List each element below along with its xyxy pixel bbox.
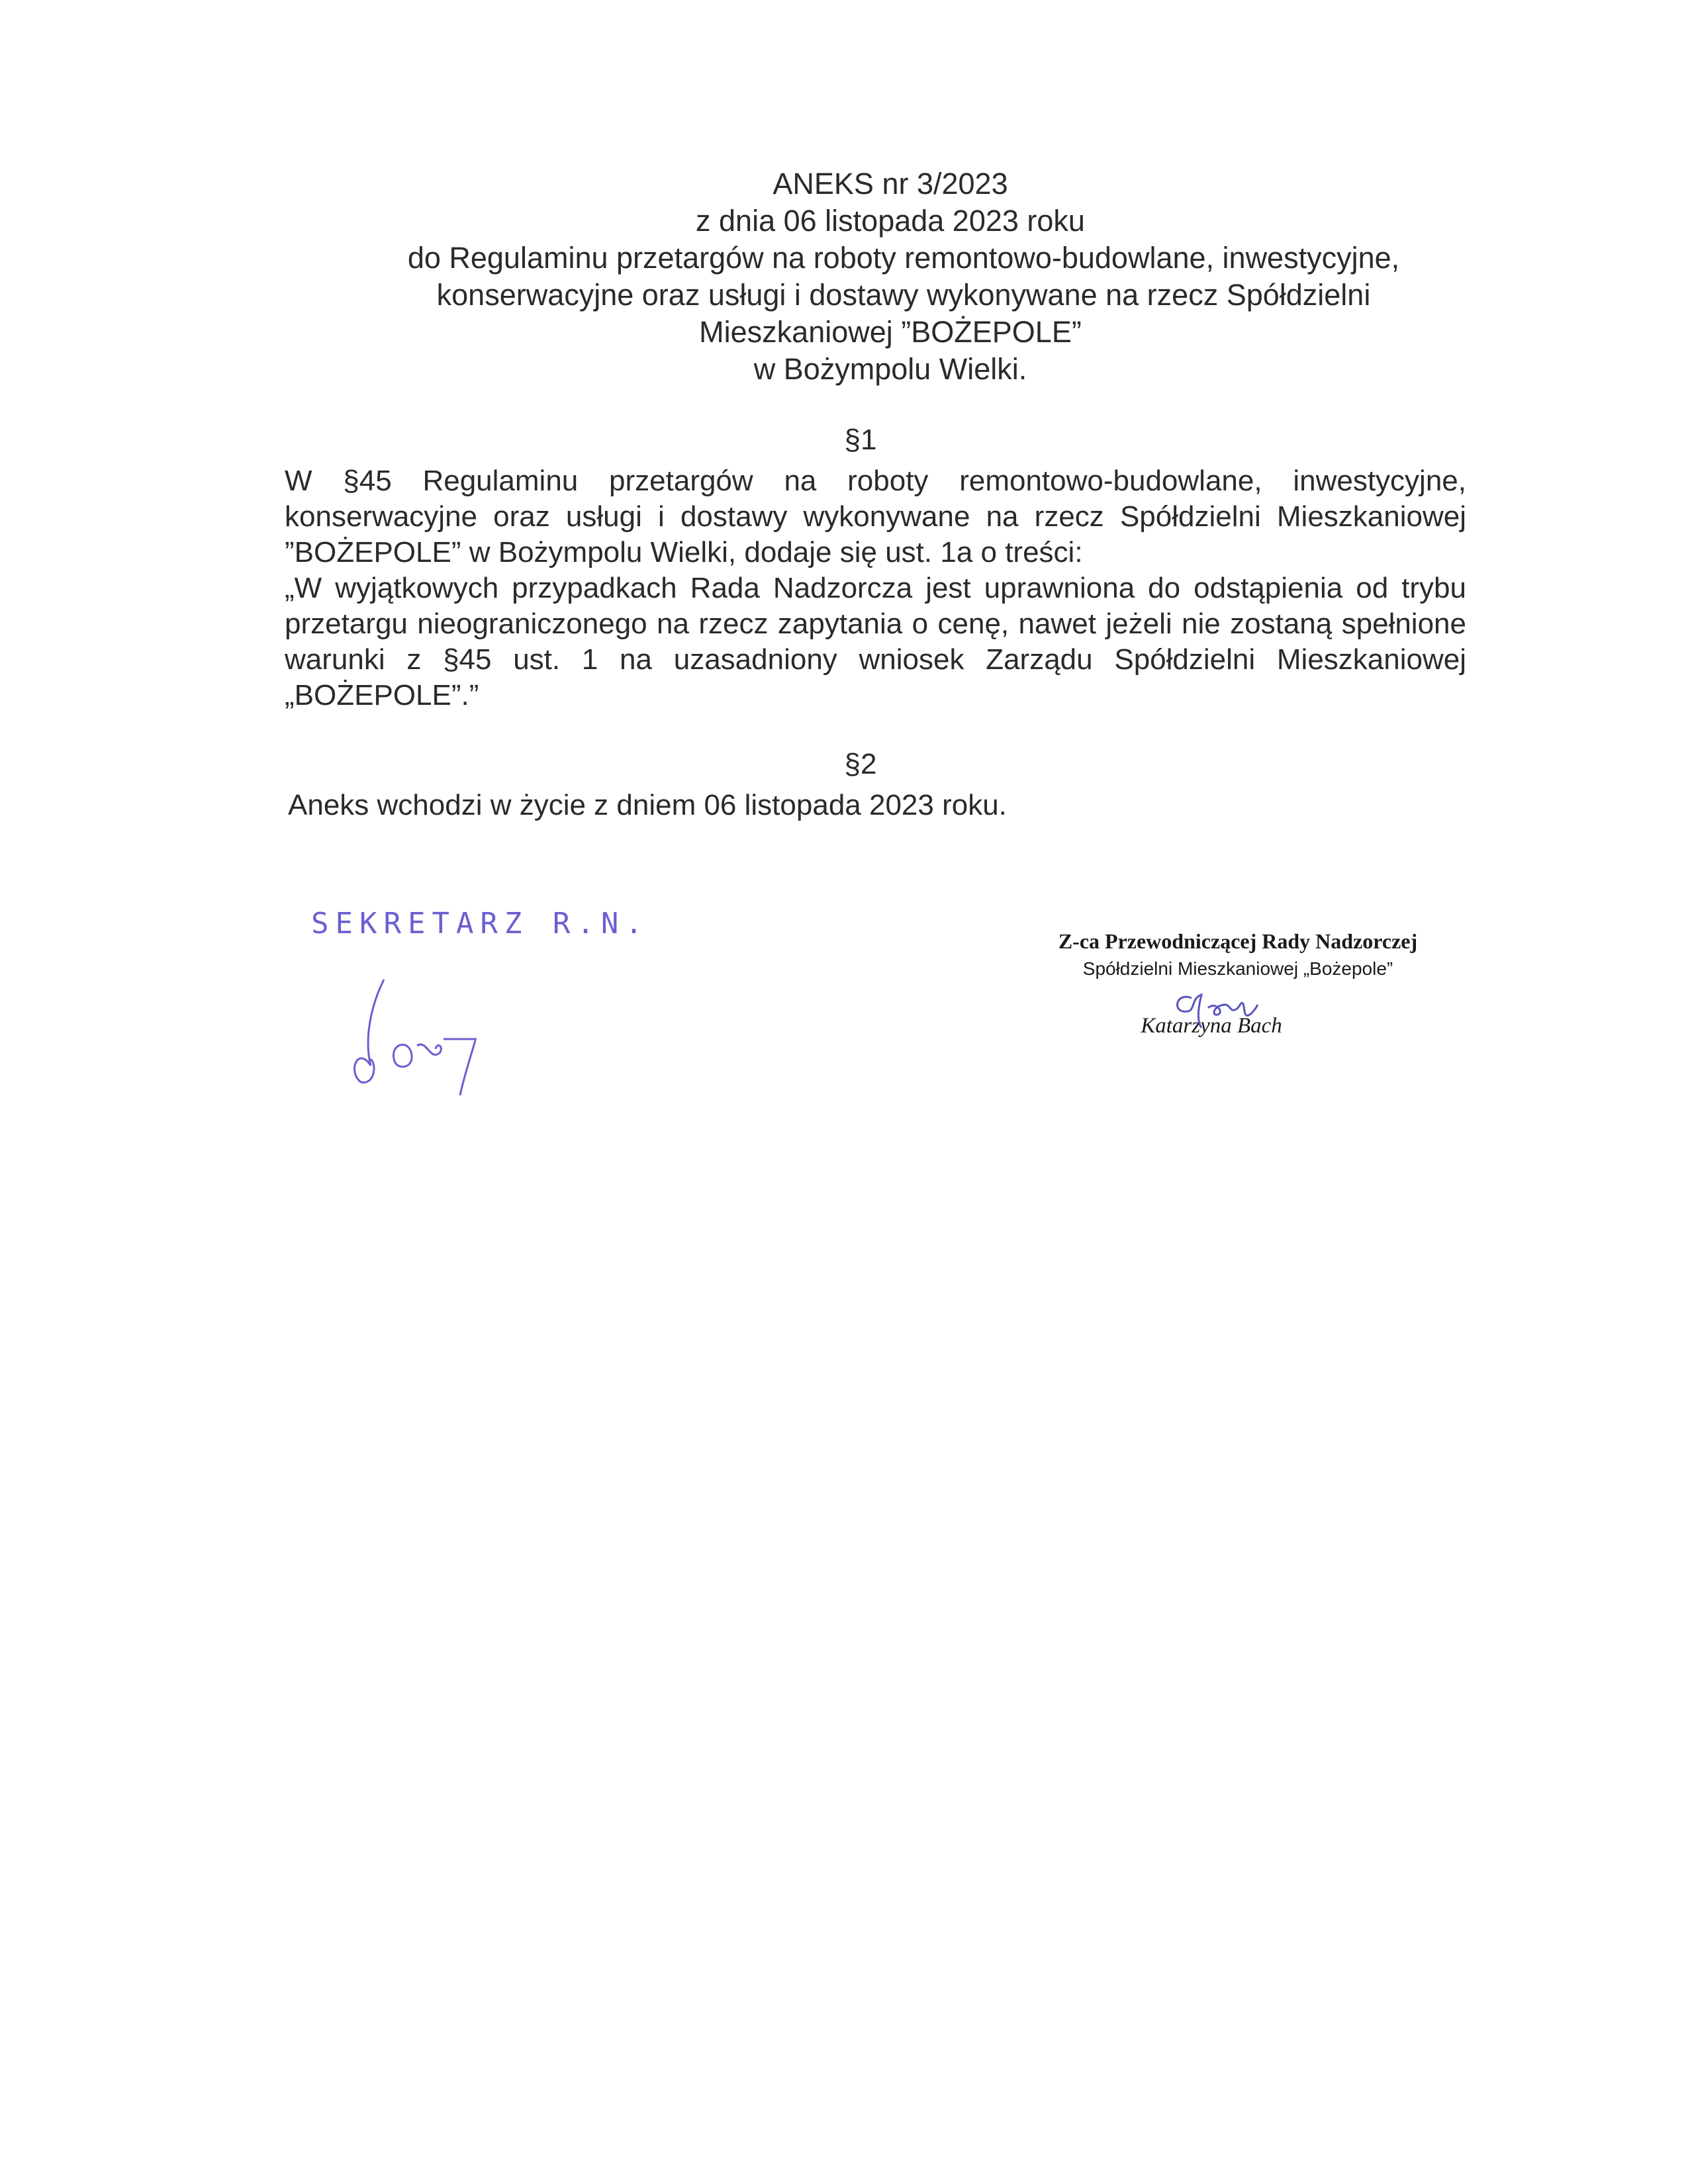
annex-date: z dnia 06 listopada 2023 roku — [696, 204, 1085, 238]
annex-subject-line-3: Mieszkaniowej ”BOŻEPOLE” — [699, 315, 1082, 349]
stamp-signer-name: Katarzyna Bach — [1141, 1014, 1282, 1038]
section-1-body — [285, 463, 1466, 713]
section-2-text: Aneks wchodzi w życie z dniem 06 listopada 2023 roku. — [288, 789, 1007, 821]
section-2-mark: §2 — [844, 748, 877, 780]
secretary-signature — [344, 966, 516, 1099]
annex-subject-line-1: do Regulaminu przetargów na roboty remontowo-budowlane, inwestycyjne, — [407, 241, 1400, 275]
stamp-title: Z-ca Przewodniczącej Rady Nadzorczej — [1058, 929, 1418, 953]
section-1-quote: „W wyjątkowych przypadkach Rada Nadzorcza jest uprawniona do odstąpienia od trybu przetargu nieograniczonego na rzecz zapytania o cenę, nawet jeżeli nie zostaną spełnione warunki z §45 ust. 1 na uzasadniony wniosek Zarządu Spółdzielni Mieszkaniowej „BOŻEPOLE”.” — [285, 572, 1466, 711]
annex-subject-line-4: w Bożympolu Wielki. — [753, 352, 1027, 386]
chair-signature — [1172, 985, 1264, 1031]
annex-subject-line-2: konserwacyjne oraz usługi i dostawy wykonywane na rzecz Spółdzielni — [436, 278, 1371, 312]
document-header — [252, 165, 1529, 388]
annex-number: ANEKS nr 3/2023 — [773, 167, 1008, 201]
stamp-organization: Spółdzielni Mieszkaniowej „Bożepole” — [1082, 958, 1393, 979]
section-1-mark: §1 — [844, 424, 877, 456]
secretary-handwritten-note: SEKRETARZ R.N. — [311, 907, 649, 940]
section-1-text: W §45 Regulaminu przetargów na roboty remontowo-budowlane, inwestycyjne, konserwacyjne oraz usługi i dostawy wykonywane na rzecz Spółdzielni Mieszkaniowej ”BOŻEPOLE” w Bożympolu Wielki, dodaje się ust. 1a o treści: — [285, 465, 1466, 569]
